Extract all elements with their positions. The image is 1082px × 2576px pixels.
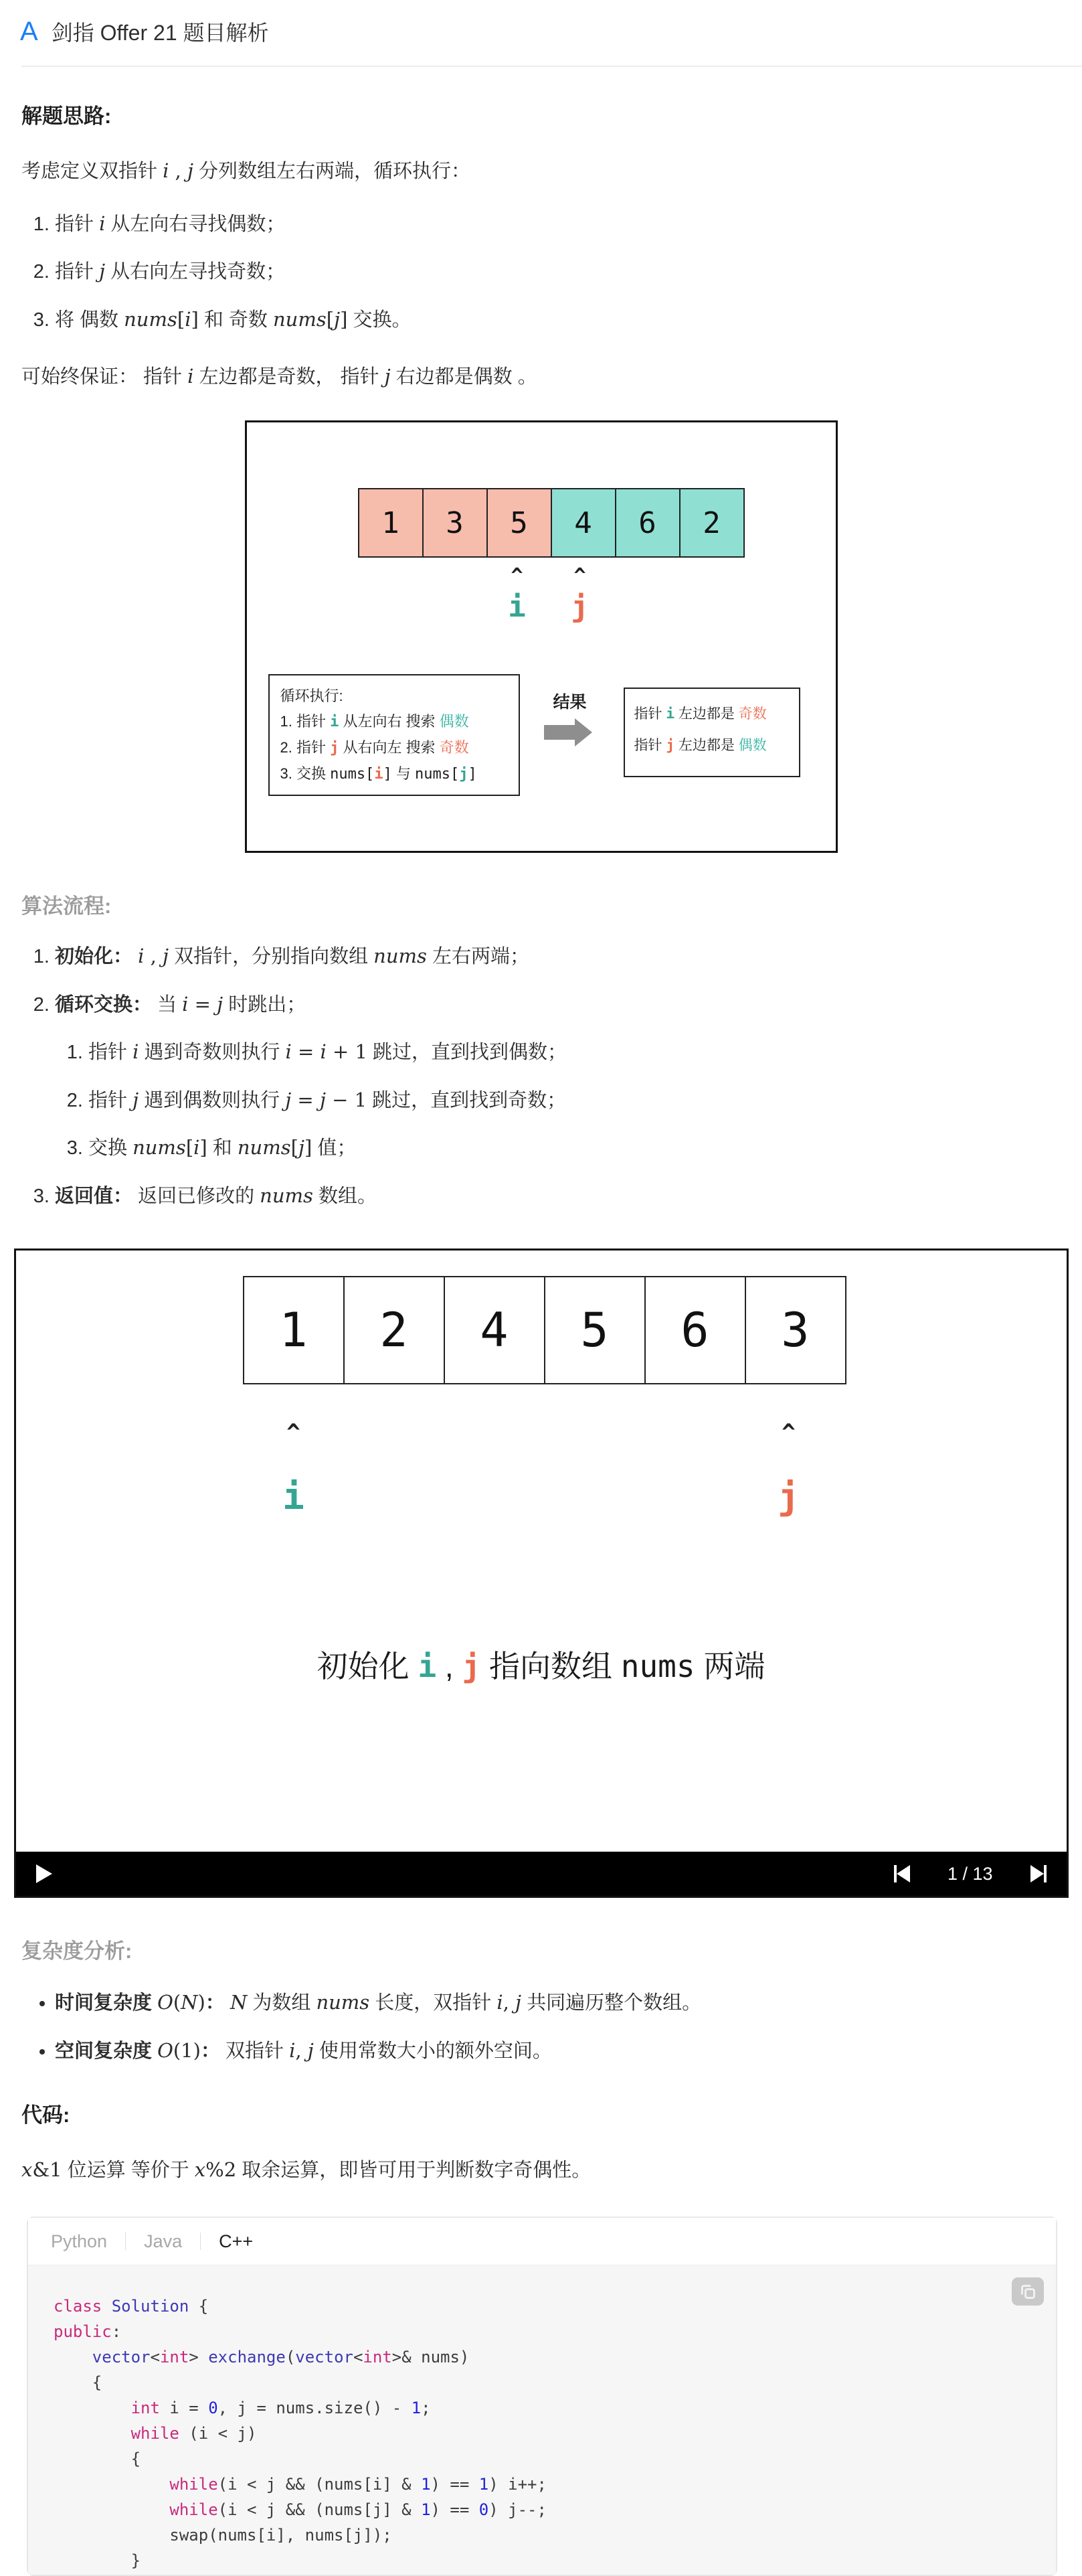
array-cell: 4: [551, 488, 616, 558]
array-cell: 1: [243, 1276, 345, 1384]
loop-steps-box: [268, 674, 520, 796]
flow-item-text: 循环交换： 当 i = j 时跳出；: [55, 992, 306, 1016]
code-note: x&1 位运算 等价于 x%2 取余运算，即皆可用于判断数字奇偶性。: [21, 2158, 592, 2182]
flow-list: [24, 942, 1082, 1211]
slide-pager: [894, 1864, 1047, 1884]
guarantee-text: 可始终保证： 指针 i 左边都是奇数， 指针 j 右边都是偶数 。: [21, 365, 537, 388]
list-item: [55, 942, 1082, 972]
loop-step: 1. 指针 i 从左向右 搜索 偶数: [280, 713, 469, 731]
complexity-list: [27, 1988, 1082, 2066]
next-slide-button[interactable]: [1030, 1865, 1047, 1882]
post-header: [0, 0, 1082, 66]
author-avatar[interactable]: A: [20, 17, 38, 46]
slide-page-indicator: 1 / 13: [947, 1863, 993, 1884]
flow-item-text: 返回值： 返回已修改的 nums 数组。: [55, 1184, 377, 1207]
prev-slide-button[interactable]: [894, 1865, 910, 1882]
caret-j-icon: ^: [573, 564, 586, 588]
array-cell: 6: [615, 488, 681, 558]
array-cell: 2: [343, 1276, 445, 1384]
list-item: 1. 指针 i 从左向右寻找偶数；: [55, 210, 1082, 240]
play-button[interactable]: [36, 1864, 52, 1883]
array-cell: 5: [486, 488, 552, 558]
flow-item-text: 初始化： i , j 双指针，分别指向数组 nums 左右两端；: [55, 945, 529, 968]
loop-step: 循环执行:: [280, 688, 343, 705]
loop-step: 3. 交换 nums[i] 与 nums[j]: [280, 765, 477, 783]
code-line: public:: [54, 2322, 122, 2342]
array-cell: 5: [544, 1276, 646, 1384]
result-box: [624, 688, 800, 777]
code-line: vector<int> exchange(vector<int>& nums): [92, 2348, 470, 2367]
result-arrow-icon: [544, 725, 575, 740]
idea-intro: 考虑定义双指针 i , j 分列数组左右两端，循环执行：: [21, 159, 471, 182]
list-item: 2. 指针 j 从右向左寻找奇数；: [55, 257, 1082, 287]
code-line: {: [54, 2373, 102, 2393]
code-line: class Solution {: [54, 2297, 209, 2316]
array-cell: 2: [679, 488, 745, 558]
code-line: while(i < j && (nums[i] & 1) == 1) i++;: [169, 2475, 547, 2494]
code-block: [28, 2265, 1056, 2575]
flow-heading: 算法流程:: [21, 894, 112, 918]
loop-step: 2. 指针 j 从右向左 搜索 奇数: [280, 739, 469, 757]
diagram-array: [358, 488, 745, 558]
caret-i-icon: ^: [286, 1419, 300, 1447]
list-item: 3. 交换 nums[i] 和 nums[j] 值；: [88, 1133, 1082, 1163]
flow-sublist: [55, 1038, 1082, 1163]
code-line: int i = 0, j = nums.size() - 1;: [130, 2399, 431, 2418]
tab-divider: [125, 2233, 126, 2250]
code-line: }: [54, 2551, 141, 2571]
tab-java[interactable]: Java: [144, 2231, 183, 2251]
slide-array: [243, 1276, 846, 1384]
play-icon: [36, 1864, 52, 1883]
array-cell: 3: [745, 1276, 846, 1384]
list-item: • 时间复杂度 O(N)： N 为数组 nums 长度，双指针 i, j 共同遍历整个数组。: [55, 1988, 1082, 2018]
array-cell: 4: [444, 1276, 545, 1384]
pointer-j-label: j: [571, 590, 589, 625]
caret-i-icon: ^: [511, 564, 523, 588]
language-tabs: [28, 2218, 1056, 2265]
array-cell: 1: [358, 488, 424, 558]
pointer-i-label: i: [508, 590, 526, 625]
slide-stage: [16, 1251, 1067, 1852]
idea-steps: [24, 210, 1082, 335]
two-pointer-diagram: [245, 420, 838, 853]
pointer-j-label: j: [778, 1475, 800, 1518]
code-line: {: [54, 2449, 141, 2469]
skip-end-icon: [1030, 1865, 1044, 1882]
slide-caption: 初始化 i , j 指向数组 nums 两端: [317, 1648, 765, 1685]
list-item: [55, 990, 1082, 1163]
code-line: while (i < j): [130, 2424, 257, 2443]
complexity-heading: 复杂度分析:: [21, 1939, 132, 1963]
tab-cpp[interactable]: C++: [219, 2231, 254, 2251]
list-item: 1. 指针 i 遇到奇数则执行 i = i + 1 跳过，直到找到偶数；: [88, 1038, 1082, 1068]
tab-python[interactable]: Python: [51, 2231, 108, 2251]
list-item: 3. 将 偶数 nums[i] 和 奇数 nums[j] 交换。: [55, 305, 1082, 335]
page-title: 剑指 Offer 21 题目解析: [51, 21, 269, 45]
header-divider: [21, 66, 1082, 67]
result-line: 指针 j 左边都是 偶数: [634, 737, 767, 754]
result-label: 结果: [553, 693, 587, 712]
code-heading: 代码:: [21, 2103, 70, 2127]
caret-j-icon: ^: [782, 1419, 796, 1447]
list-item: • 空间复杂度 O(1)： 双指针 i, j 使用常数大小的额外空间。: [55, 2036, 1082, 2067]
copy-icon: [1019, 2283, 1037, 2301]
idea-heading: 解题思路:: [21, 104, 112, 128]
code-line: swap(nums[i], nums[j]);: [54, 2526, 392, 2545]
code-line: while(i < j && (nums[j] & 1) == 0) j--;: [169, 2500, 547, 2520]
array-cell: 6: [644, 1276, 746, 1384]
slideshow: [14, 1249, 1069, 1898]
result-line: 指针 i 左边都是 奇数: [634, 706, 767, 722]
copy-code-button[interactable]: [1012, 2277, 1044, 2306]
pointer-i-label: i: [282, 1475, 304, 1518]
array-cell: 3: [422, 488, 488, 558]
code-card: [27, 2217, 1057, 2576]
player-bar: [16, 1852, 1067, 1896]
tab-divider: [200, 2233, 201, 2250]
list-item: 2. 指针 j 遇到偶数则执行 j = j − 1 跳过，直到找到奇数；: [88, 1086, 1082, 1116]
list-item: [55, 1182, 1082, 1212]
